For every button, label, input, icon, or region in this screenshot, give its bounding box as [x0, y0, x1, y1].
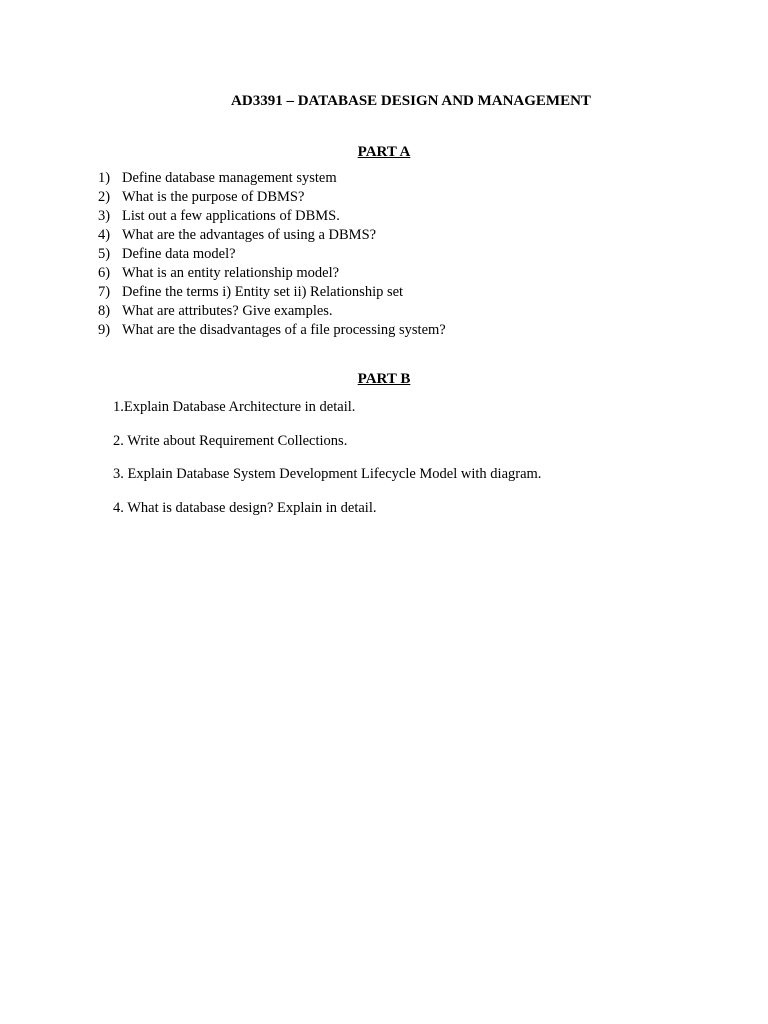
- question-text: What is an entity relationship model?: [122, 265, 340, 281]
- question-text: What is the purpose of DBMS?: [122, 189, 305, 205]
- part-a-heading: PART A: [357, 144, 411, 160]
- part-a-question-list: [98, 169, 446, 340]
- question-number: 8): [98, 303, 111, 319]
- part-a-question: [98, 321, 446, 340]
- question-text: What are attributes? Give examples.: [122, 303, 333, 319]
- part-a-question: [98, 283, 446, 302]
- part-a-question: [98, 302, 446, 321]
- part-a-question: [98, 264, 446, 283]
- part-a-question: [98, 188, 446, 207]
- question-number: 5): [98, 246, 111, 262]
- part-a-question: [98, 245, 446, 264]
- question-text: Define the terms i) Entity set ii) Relationship set: [122, 284, 404, 300]
- question-text: Define data model?: [122, 246, 236, 262]
- part-a-question: [98, 169, 446, 188]
- part-b-question-list: [113, 398, 541, 532]
- question-text: List out a few applications of DBMS.: [122, 208, 340, 224]
- question-number: 4): [98, 227, 111, 243]
- question-text: Define database management system: [122, 170, 337, 186]
- question-text: What are the disadvantages of a file processing system?: [122, 322, 446, 338]
- part-b-question: 2. Write about Requirement Collections.: [113, 432, 348, 449]
- part-b-question: 3. Explain Database System Development Lifecycle Model with diagram.: [113, 466, 542, 482]
- question-number: 1): [98, 170, 111, 186]
- question-number: 9): [98, 322, 111, 338]
- part-b-question: 4. What is database design? Explain in detail.: [113, 499, 377, 516]
- part-b-question: 1.Explain Database Architecture in detail.: [113, 399, 356, 415]
- part-b-heading: PART B: [357, 371, 411, 387]
- part-a-question: [98, 207, 446, 226]
- question-number: 7): [98, 284, 111, 300]
- question-number: 3): [98, 208, 111, 224]
- question-text: What are the advantages of using a DBMS?: [122, 227, 377, 243]
- part-a-question: [98, 226, 446, 245]
- question-number: 6): [98, 265, 111, 281]
- question-number: 2): [98, 189, 111, 205]
- document-title: AD3391 – DATABASE DESIGN AND MANAGEMENT: [231, 93, 591, 109]
